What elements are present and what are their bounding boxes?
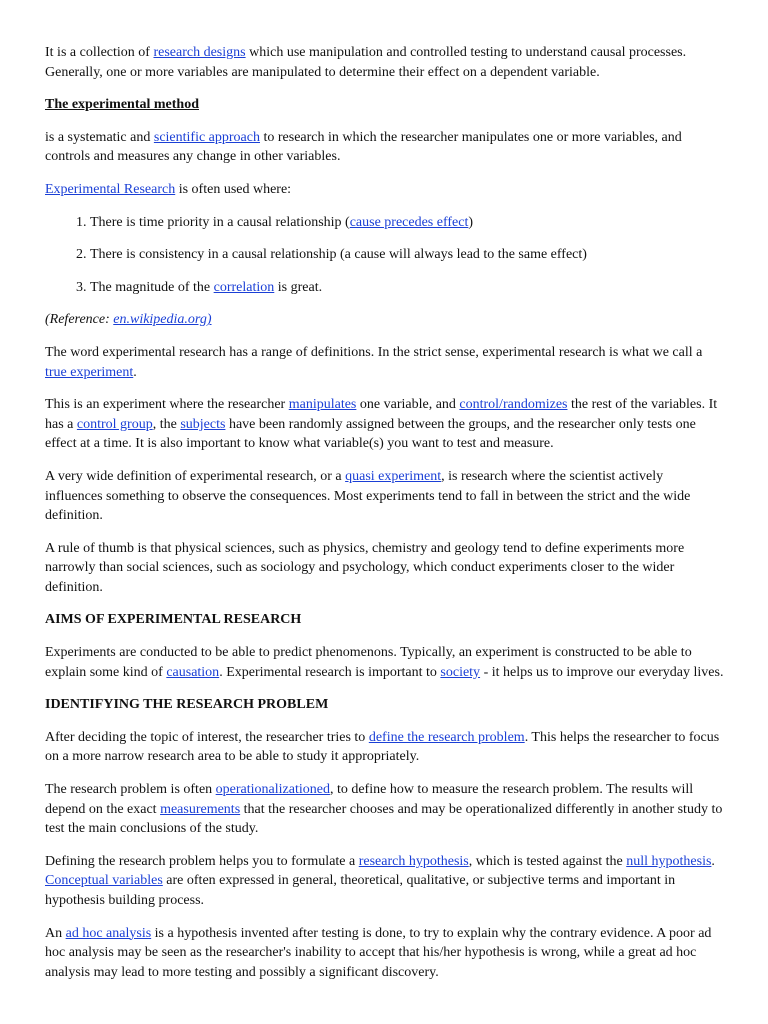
heading-identifying: IDENTIFYING THE RESEARCH PROBLEM xyxy=(45,697,329,713)
heading-experimental-method: The experimental method xyxy=(45,97,199,113)
method-paragraph: is a systematic and scientific approach to research in which the researcher manipulates one or more variables, and controls and measures any change in other variables. xyxy=(45,129,682,165)
heading-aims: AIMS OF EXPERIMENTAL RESEARCH xyxy=(45,612,302,628)
link-operationalizationed[interactable]: operationalizationed xyxy=(215,782,330,798)
quasi-experiment-paragraph: A very wide definition of experimental research, or a quasi experiment, is research where the scientist actively influences something to observe the consequences. Most experiments tend to fall in between the strict and the wide definition. xyxy=(45,468,691,524)
hypothesis-paragraph: Defining the research problem helps you to formulate a research hypothesis, which is tested against the null hypothesis. Conceptual variables are often expressed in general, theoretical, qualitative, or subjective terms and important in hypothesis building process. xyxy=(45,853,715,908)
link-quasi-experiment[interactable]: quasi experiment xyxy=(345,468,442,484)
operationalization-paragraph: The research problem is often operationalizationed, to define how to measure the research problem. The results will depend on the exact measurements that the researcher chooses and may be operationalized differently in another study to test the main conclusions of the study. xyxy=(45,782,723,837)
link-cause-precedes-effect[interactable]: cause precedes effect xyxy=(349,214,469,230)
aims-paragraph: Experiments are conducted to be able to predict phenomenons. Typically, an experiment is constructed to be able to explain some kind of causation. Experimental research is important to society - it helps us to improve our everyday lives. xyxy=(45,645,724,680)
problem-paragraph: After deciding the topic of interest, the researcher tries to define the research problem. This helps the researcher to focus on a more narrow research area to be able to study it appropriately. xyxy=(45,729,720,765)
link-conceptual-variables[interactable]: Conceptual variables xyxy=(45,873,163,889)
link-subjects[interactable]: subjects xyxy=(180,416,226,432)
link-research-designs[interactable]: research designs xyxy=(153,45,246,60)
link-measurements[interactable]: measurements xyxy=(160,801,241,817)
link-wikipedia[interactable]: en.wikipedia.org) xyxy=(113,312,212,328)
link-true-experiment[interactable]: true experiment xyxy=(45,364,134,380)
link-control-randomizes[interactable]: control/randomizes xyxy=(459,397,568,413)
link-correlation[interactable]: correlation xyxy=(213,279,275,295)
link-experimental-research[interactable]: Experimental Research xyxy=(45,181,176,197)
true-experiment-paragraph: This is an experiment where the researcher manipulates one variable, and control/randomizes the rest of the variables. It has a control group, the subjects have been randomly assigned between the groups, and the researcher only tests one effect at a time. It is also important to know what variable(s) you want to test and measure. xyxy=(45,397,718,452)
link-causation[interactable]: causation xyxy=(166,664,220,680)
link-manipulates[interactable]: manipulates xyxy=(288,397,357,413)
rule-of-thumb-paragraph: A rule of thumb is that physical sciences, such as physics, chemistry and geology tend to define experiments more narrowly than social sciences, such as sociology and psychology, which conduct experiments closer to the wider definition. xyxy=(45,540,685,595)
link-scientific-approach[interactable]: scientific approach xyxy=(153,129,260,145)
link-ad-hoc-analysis[interactable]: ad hoc analysis xyxy=(65,925,152,941)
reference-line: (Reference: en.wikipedia.org) xyxy=(45,312,212,328)
intro-paragraph: It is a collection of research designs which use manipulation and controlled testing to understand causal processes. Generally, one or more variables are manipulated to determine their effect on a dependent variable. xyxy=(45,45,687,80)
used-where-paragraph: Experimental Research is often used where: xyxy=(45,181,292,197)
link-research-hypothesis[interactable]: research hypothesis xyxy=(358,853,469,869)
list-item: 3. The magnitude of the correlation is great. xyxy=(90,278,724,298)
ad-hoc-paragraph: An ad hoc analysis is a hypothesis invented after testing is done, to try to explain why the contrary evidence. A poor ad hoc analysis may be seen as the researcher's inability to accept that his/her hypothesis is wrong, while a great ad hoc analysis may lead to more testing and possibly a significant discovery. xyxy=(45,925,712,980)
link-control-group[interactable]: control group xyxy=(76,416,153,432)
link-define-research-problem[interactable]: define the research problem xyxy=(368,729,525,745)
link-society[interactable]: society xyxy=(440,664,481,680)
list-item: 1. There is time priority in a causal relationship (cause precedes effect) xyxy=(90,213,724,233)
conditions-list xyxy=(45,213,724,298)
link-null-hypothesis[interactable]: null hypothesis xyxy=(626,853,712,869)
definitions-paragraph: The word experimental research has a range of definitions. In the strict sense, experimental research is what we call a true experiment. xyxy=(45,344,703,380)
list-item: 2. There is consistency in a causal relationship (a cause will always lead to the same effect) xyxy=(90,245,724,265)
